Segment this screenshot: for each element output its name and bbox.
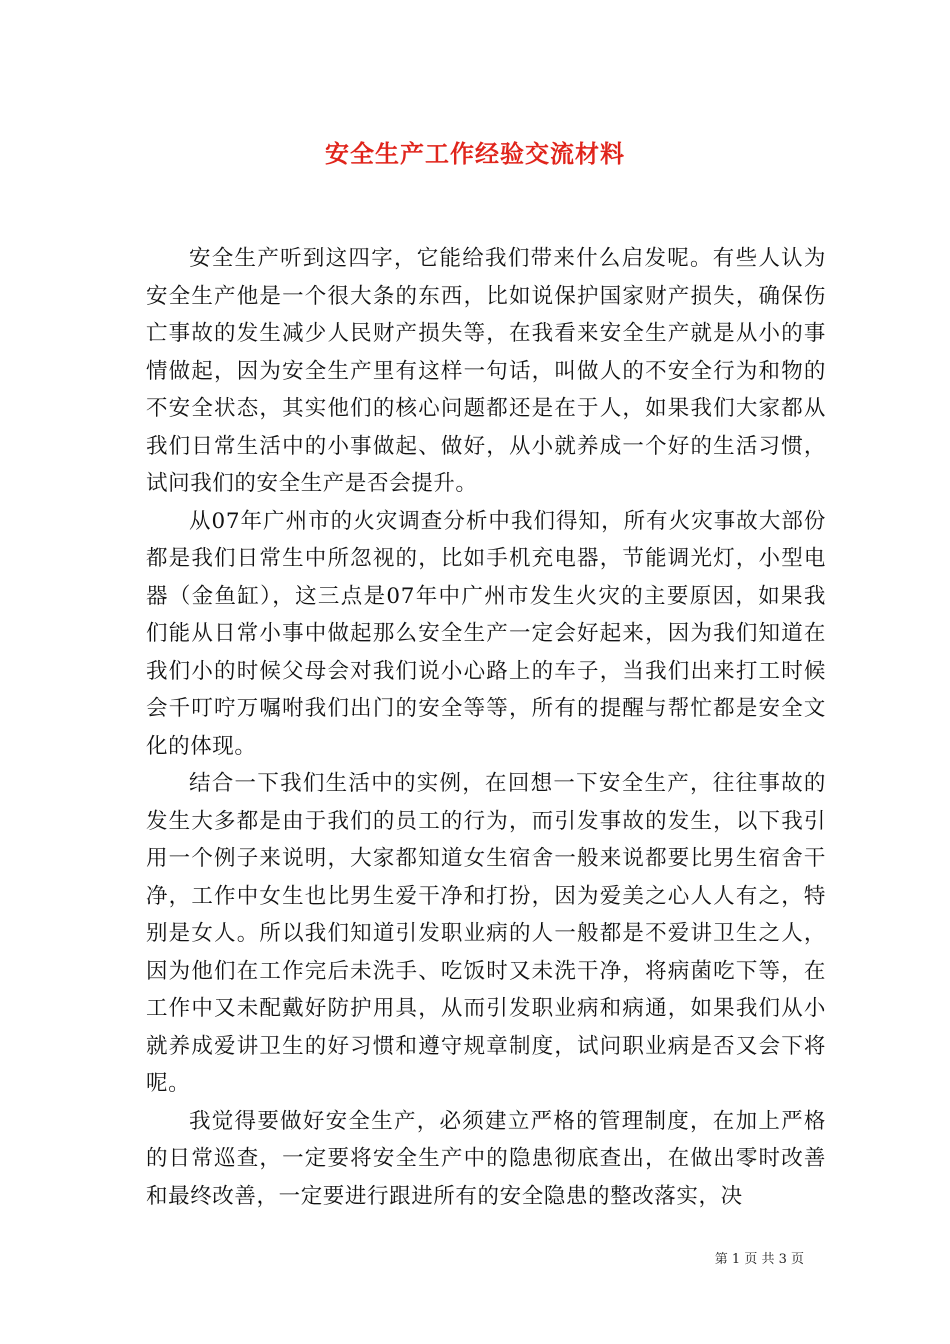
paragraph-4: 我觉得要做好安全生产，必须建立严格的管理制度，在加上严格的日常巡查，一定要将安全生产中的隐患彻底查出，在做出零时改善和最终改善，一定要进行跟进所有的安全隐患的整改落实，决 — [146, 1108, 826, 1209]
page-number-footer: 第 1 页 共 3 页 — [714, 1252, 804, 1267]
paragraph-1: 安全生产听到这四字，它能给我们带来什么启发呢。有些人认为安全生产他是一个很大条的东西，比如说保护国家财产损失，确保伤亡事故的发生减少人民财产损失等，在我看来安全生产就是从小的事情做起，因为安全生产里有这样一句话，叫做人的不安全行为和物的不安全状态，其实他们的核心问题都还是在于人，如果我们大家都从我们日常生活中的小事做起、做好，从小就养成一个好的生活习惯，试问我们的安全生产是否会提升。 — [146, 246, 826, 496]
paragraph-3: 结合一下我们生活中的实例，在回想一下安全生产，往往事故的发生大多都是由于我们的员工的行为，而引发事故的发生，以下我引用一个例子来说明，大家都知道女生宿舍一般来说都要比男生宿舍干净，工作中女生也比男生爱干净和打扮，因为爱美之心人人有之，特别是女人。所以我们知道引发职业病的人一般都是不爱讲卫生之人，因为他们在工作完后未洗手、吃饭时又未洗干净，将病菌吃下等，在工作中又未配戴好防护用具，从而引发职业病和病通，如果我们从小就养成爱讲卫生的好习惯和遵守规章制度，试问职业病是否又会下将呢。 — [146, 771, 826, 1096]
document-title: 安全生产工作经验交流材料 — [325, 139, 625, 168]
paragraph-2: 从07年广州市的火灾调查分析中我们得知，所有火灾事故大部份都是我们日常生中所忽视的，比如手机充电器，节能调光灯，小型电器（金鱼缸），这三点是07年中广州市发生火灾的主要原因，如果我们能从日常小事中做起那么安全生产一定会好起来，因为我们知道在我们小的时候父母会对我们说小心路上的车子，当我们出来打工时候会千叮咛万嘱咐我们出门的安全等等，所有的提醒与帮忙都是安全文化的体现。 — [146, 508, 826, 759]
document-body — [146, 240, 826, 1215]
